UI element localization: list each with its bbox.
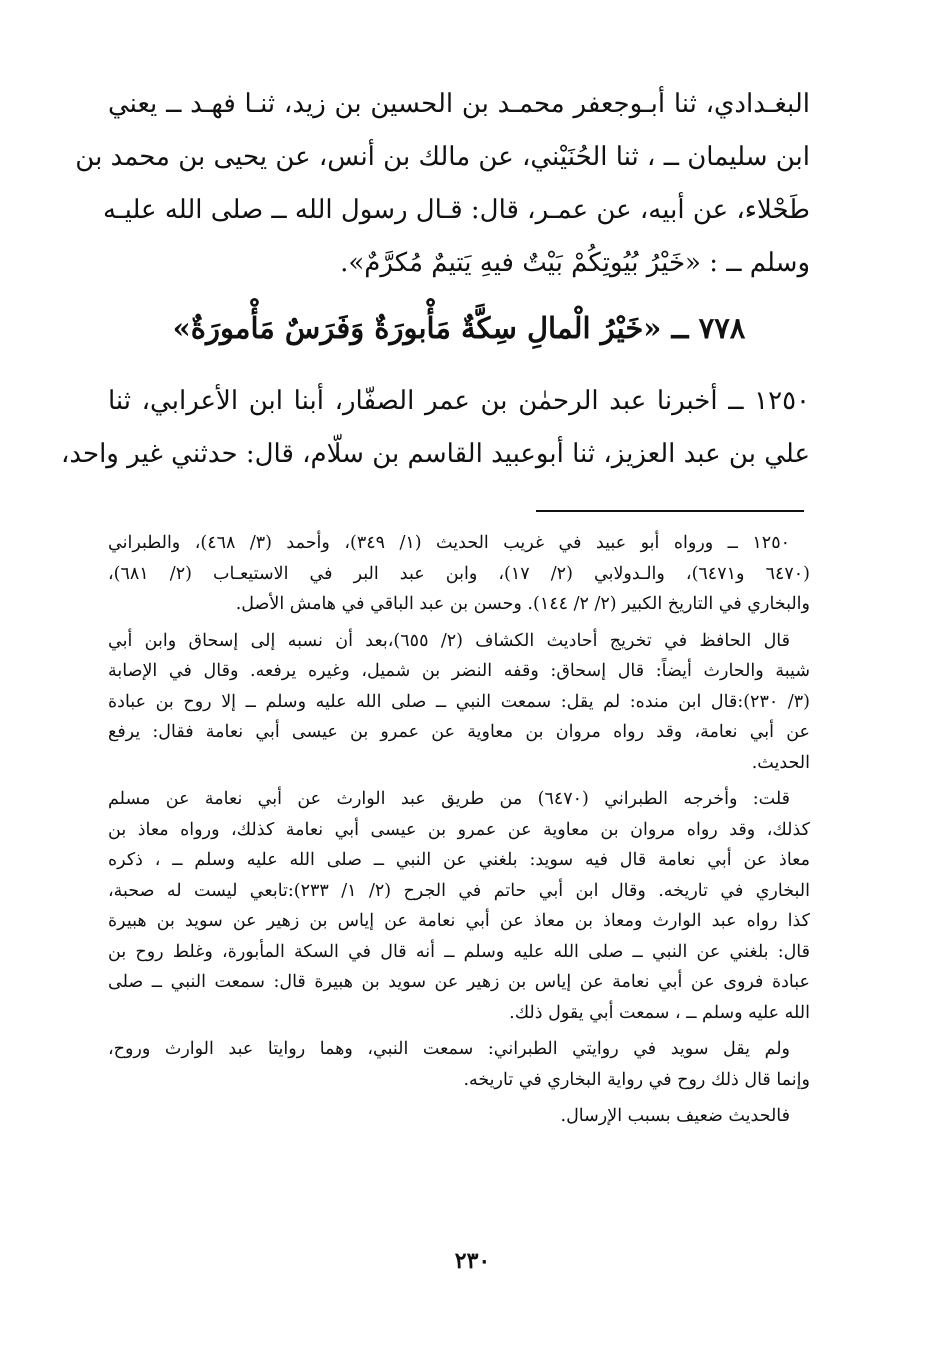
footnote-paragraph	[108, 1101, 810, 1132]
footnotes-block	[108, 528, 810, 1138]
main-text-line: ابن سليمان ــ ، ثنا الحُنَيْني، عن مالك بن أنس، عن يحيى بن محمد بن	[75, 142, 810, 172]
footnote-line: الله عليه وسلم ــ ، سمعت أبي يقول ذلك.	[509, 1002, 810, 1023]
footnote-line: فالحديث ضعيف بسبب الإرسال.	[560, 1106, 790, 1126]
footnote-paragraph	[108, 528, 810, 620]
footnote-line: (٣/ ٢٣٠):قال ابن منده: لم يقل: سمعت النبي ــ صلى الله عليه وسلم ــ إلا روح بن عبادة	[108, 691, 810, 712]
main-text-line: طَحْلاء، عن أبيه، عن عمـر، قال: قـال رسول الله ــ صلى الله عليـه	[103, 195, 810, 225]
footnote-line: قال: بلغني عن النبي ــ صلى الله عليه وسلم ــ أنه قال في السكة المأبورة، وغلط روح بن	[108, 941, 810, 962]
footnote-line: والبخاري في التاريخ الكبير (٢/ ٢/ ١٤٤). وحسن بن عبد الباقي في هامش الأصل.	[235, 594, 810, 614]
footnote-line: عن أبي نعامة، وقد رواه مروان بن معاوية عن عمرو بن عيسى أبي نعامة فقال: يرفع	[108, 722, 810, 742]
footnote-line: عبادة فروى عن أبي نعامة عن إياس بن زهير عن سويد بن هبيرة قال: سمعت النبي ــ صلى	[108, 972, 810, 992]
main-text-line: ١٢٥٠ ــ أخبرنا عبد الرحمٰن بن عمر الصفّار، أبنا ابن الأعرابي، ثنا	[108, 386, 811, 416]
footnote-line: شيبة والحارث أيضاً: قال إسحاق: وقفه النضر بن شميل، وغيره يرفعه. وقال في الإصابة	[108, 661, 810, 681]
main-text-line: علي بن عبد العزيز، ثنا أبوعبيد القاسم بن سلّام، قال: حدثني غير واحد،	[60, 439, 810, 469]
main-text-block	[75, 78, 810, 290]
footnote-line: وإنما قال ذلك روح في رواية البخاري في تاريخه.	[463, 1069, 810, 1090]
footnote-line: ١٢٥٠ ــ ورواه أبو عبيد في غريب الحديث (١/ ٣٤٩)، وأحمد (٣/ ٤٦٨)، والطبراني	[108, 533, 790, 553]
footnote-line: (٦٤٧٠ و٦٤٧١)، والـدولابي (٢/ ١٧)، وابن عبد البر في الاستيعـاب (٢/ ٦٨١)،	[108, 563, 810, 584]
footnote-line: الحديث.	[751, 752, 810, 773]
footnote-line: معاذ عن أبي نعامة قال فيه سويد: بلغني عن النبي ــ صلى الله عليه وسلم ــ ، ذكره	[108, 850, 810, 870]
main-text-block-2	[60, 375, 811, 481]
main-text-line: البغـدادي، ثنا أبـوجعفر محمـد بن الحسين بن زيد، ثنـا فهـد ــ يعني	[108, 89, 810, 119]
footnote-paragraph	[108, 626, 810, 779]
main-text-line: وسلم ــ : «خَيْرُ بُيُوتِكُمْ بَيْتٌ فيهِ يَتيمٌ مُكرَّمٌ».	[340, 248, 810, 278]
footnote-line: كذا رواه عبد الوارث ومعاذ بن معاذ عن أبي نعامة عن إياس بن زهير عن سويد بن هبيرة	[108, 911, 810, 931]
footnote-line: قال الحافظ في تخريج أحاديث الكشاف (٢/ ٦٥٥)،بعد أن نسبه إلى إسحاق وابن أبي	[108, 630, 790, 651]
hadith-heading: ٧٧٨ ــ «خَيْرُ الْمالِ سِكَّةٌ مَأْبورَةٌ وَفَرَسٌ مَأْمورَةٌ»	[172, 311, 746, 345]
footnote-line: كذلك، وقد رواه مروان بن معاوية عن عمرو بن عيسى أبي نعامة كذلك، ورواه معاذ بن	[108, 819, 810, 840]
footnote-divider	[536, 510, 804, 512]
footnote-paragraph	[108, 1034, 810, 1095]
footnote-line: ولم يقل سويد في روايتي الطبراني: سمعت النبي، وهما روايتا عبد الوارث وروح،	[108, 1039, 790, 1059]
footnote-paragraph	[108, 784, 810, 1028]
footnote-line: قلت: وأخرجه الطبراني (٦٤٧٠) من طريق عبد الوارث عن أبي نعامة عن مسلم	[108, 789, 790, 809]
page-number: ٢٣٠	[454, 1248, 491, 1274]
footnote-line: البخاري في تاريخه. وقال ابن أبي حاتم في الجرح (٢/ ١/ ٢٣٣):تابعي ليست له صحبة،	[108, 880, 810, 901]
